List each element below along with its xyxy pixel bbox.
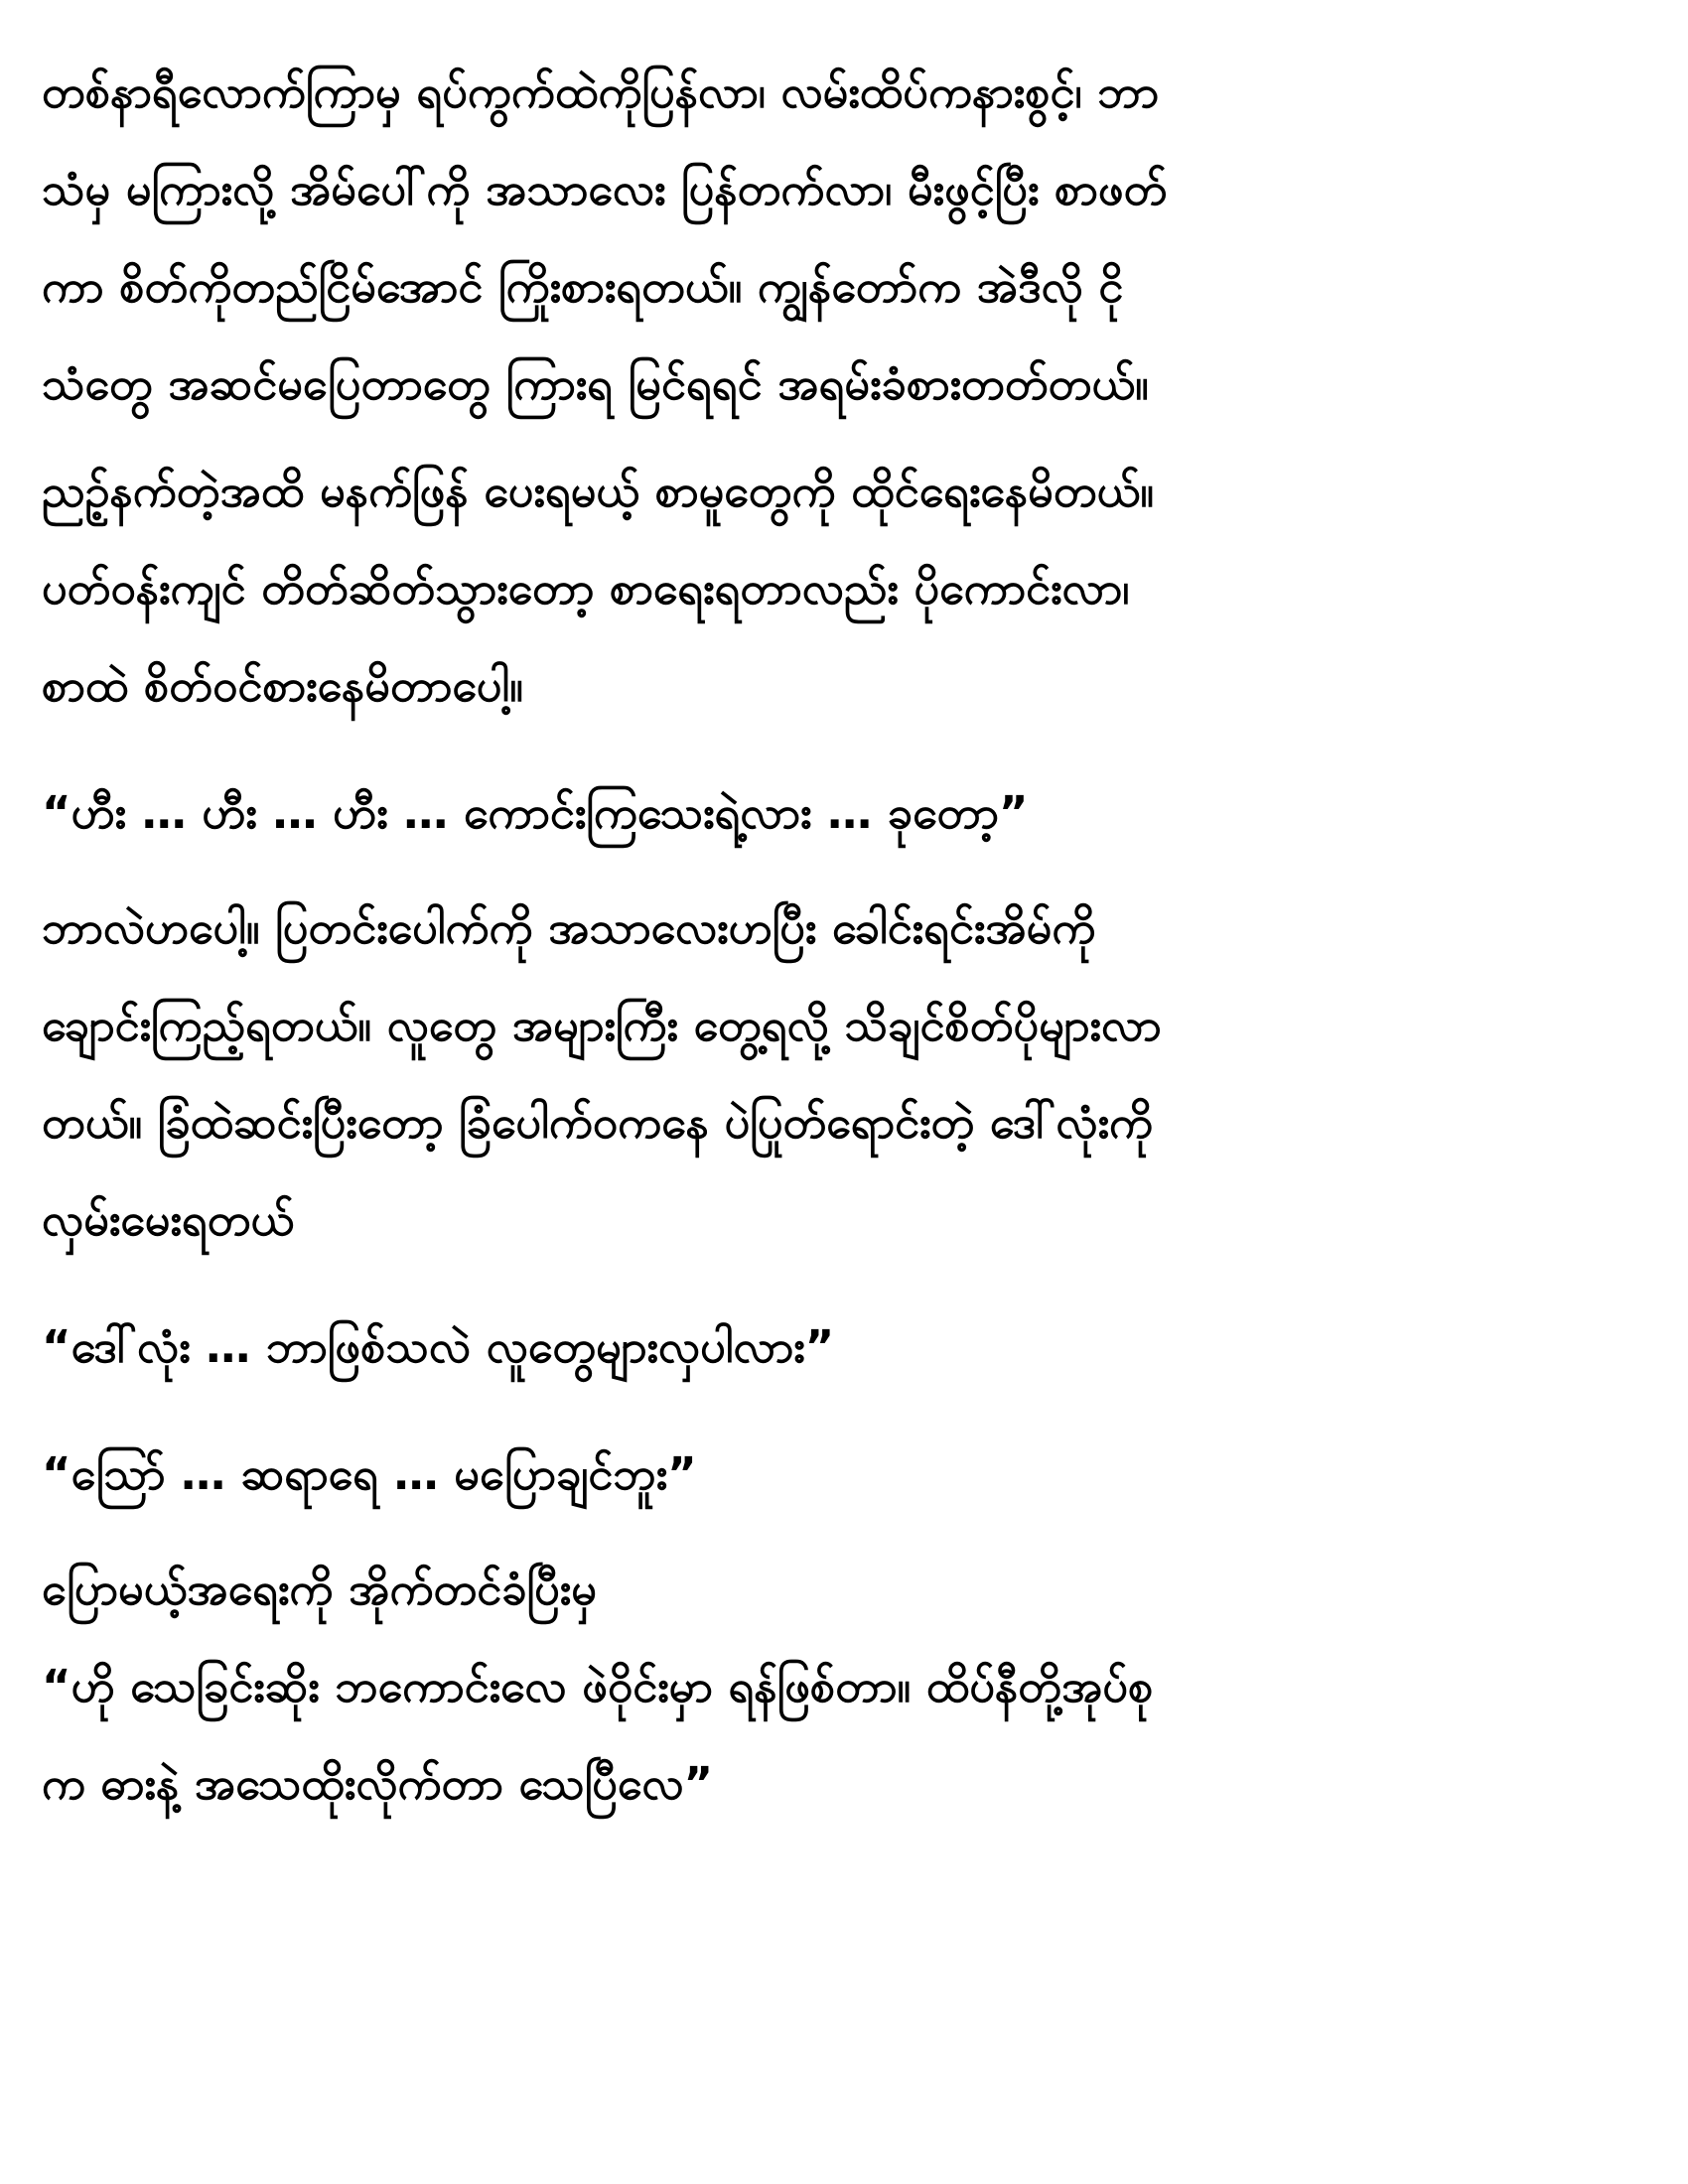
paragraph-gap <box>42 735 1650 764</box>
paragraph-2 <box>42 443 1650 735</box>
paragraph-gap <box>42 1269 1650 1298</box>
text-line: စာထဲ စိတ်ဝင်စားနေမိတာပေါ့။ <box>42 659 523 712</box>
text-line: “ဒေါ်လုံး … ဘာဖြစ်သလဲ လူတွေများလှပါလား” <box>42 1320 835 1373</box>
text-line: ဘာလဲဟပေါ့။ ပြတင်းပေါက်ကို အသာလေးဟပြီး ခေါင်းရင်းအိမ်ကို <box>42 901 1096 954</box>
paragraph-1 <box>42 44 1650 433</box>
paragraph-gap <box>42 1523 1650 1541</box>
paragraph-5-dialogue <box>42 1298 1650 1396</box>
text-line: တယ်။ ခြံထဲဆင်းပြီးတော့ ခြံပေါက်ဝကနေ ပဲပြုတ်ရောင်းတဲ့ ဒေါ်လုံးကို <box>42 1096 1154 1149</box>
text-line: သံမှ မကြားလို့ အိမ်ပေါ်ကို အသာလေး ပြန်တက်လာ၊ မီးဖွင့်ပြီး စာဖတ် <box>42 163 1168 215</box>
paragraph-gap <box>42 433 1650 443</box>
paragraph-6-dialogue <box>42 1426 1650 1523</box>
paragraph-8-dialogue <box>42 1638 1650 1833</box>
text-line: ချောင်းကြည့်ရတယ်။ လူတွေ အများကြီး တွေ့ရလို့ သိချင်စိတ်ပိုများလာ <box>42 999 1162 1051</box>
text-line: လှမ်းမေးရတယ် <box>42 1193 295 1246</box>
text-line: ပတ်ဝန်းကျင် တိတ်ဆိတ်သွားတော့ စာရေးရတာလည်း ပိုကောင်းလာ၊ <box>42 562 1130 614</box>
text-line: က ဓားနဲ့ အသေထိုးလိုက်တာ သေပြီလေ” <box>42 1757 714 1810</box>
text-line: သံတွေ အဆင်မပြေတာတွေ ကြားရ မြင်ရရင် အရမ်းခံစားတတ်တယ်။ <box>42 357 1149 410</box>
text-line: “ဩော် … ဆရာရေ … မပြောချင်ဘူး” <box>42 1447 697 1500</box>
paragraph-gap <box>42 1396 1650 1426</box>
text-line: ညဉ့်နက်တဲ့အထိ မနက်ဖြန် ပေးရမယ့် စာမူတွေကို ထိုင်ရေးနေမိတယ်။ <box>42 465 1154 517</box>
paragraph-3-dialogue <box>42 764 1650 862</box>
text-line: ပြောမယ့်အရေးကို အိုက်တင်ခံပြီးမှ <box>42 1563 597 1615</box>
text-line: “ဟီး … ဟီး … ဟီး … ကောင်းကြသေးရဲ့လား … ခုတော့” <box>42 786 1029 839</box>
text-line: ကာ စိတ်ကိုတည်ငြိမ်အောင် ကြိုးစားရတယ်။ ကျွန်တော်က အဲဒီလို ငို <box>42 260 1124 313</box>
paragraph-7 <box>42 1541 1650 1638</box>
text-line: “ဟို သေခြင်းဆိုး ဘကောင်းလေ ဖဲဝိုင်းမှာ ရန်ဖြစ်တာ။ ထိပ်နီတို့အုပ်စု <box>42 1660 1154 1712</box>
document-page <box>42 44 1650 1833</box>
paragraph-gap <box>42 862 1650 880</box>
paragraph-4 <box>42 880 1650 1269</box>
text-line: တစ်နာရီလောက်ကြာမှ ရပ်ကွက်ထဲကိုပြန်လာ၊ လမ်းထိပ်ကနားစွင့်၊ ဘာ <box>42 66 1160 118</box>
